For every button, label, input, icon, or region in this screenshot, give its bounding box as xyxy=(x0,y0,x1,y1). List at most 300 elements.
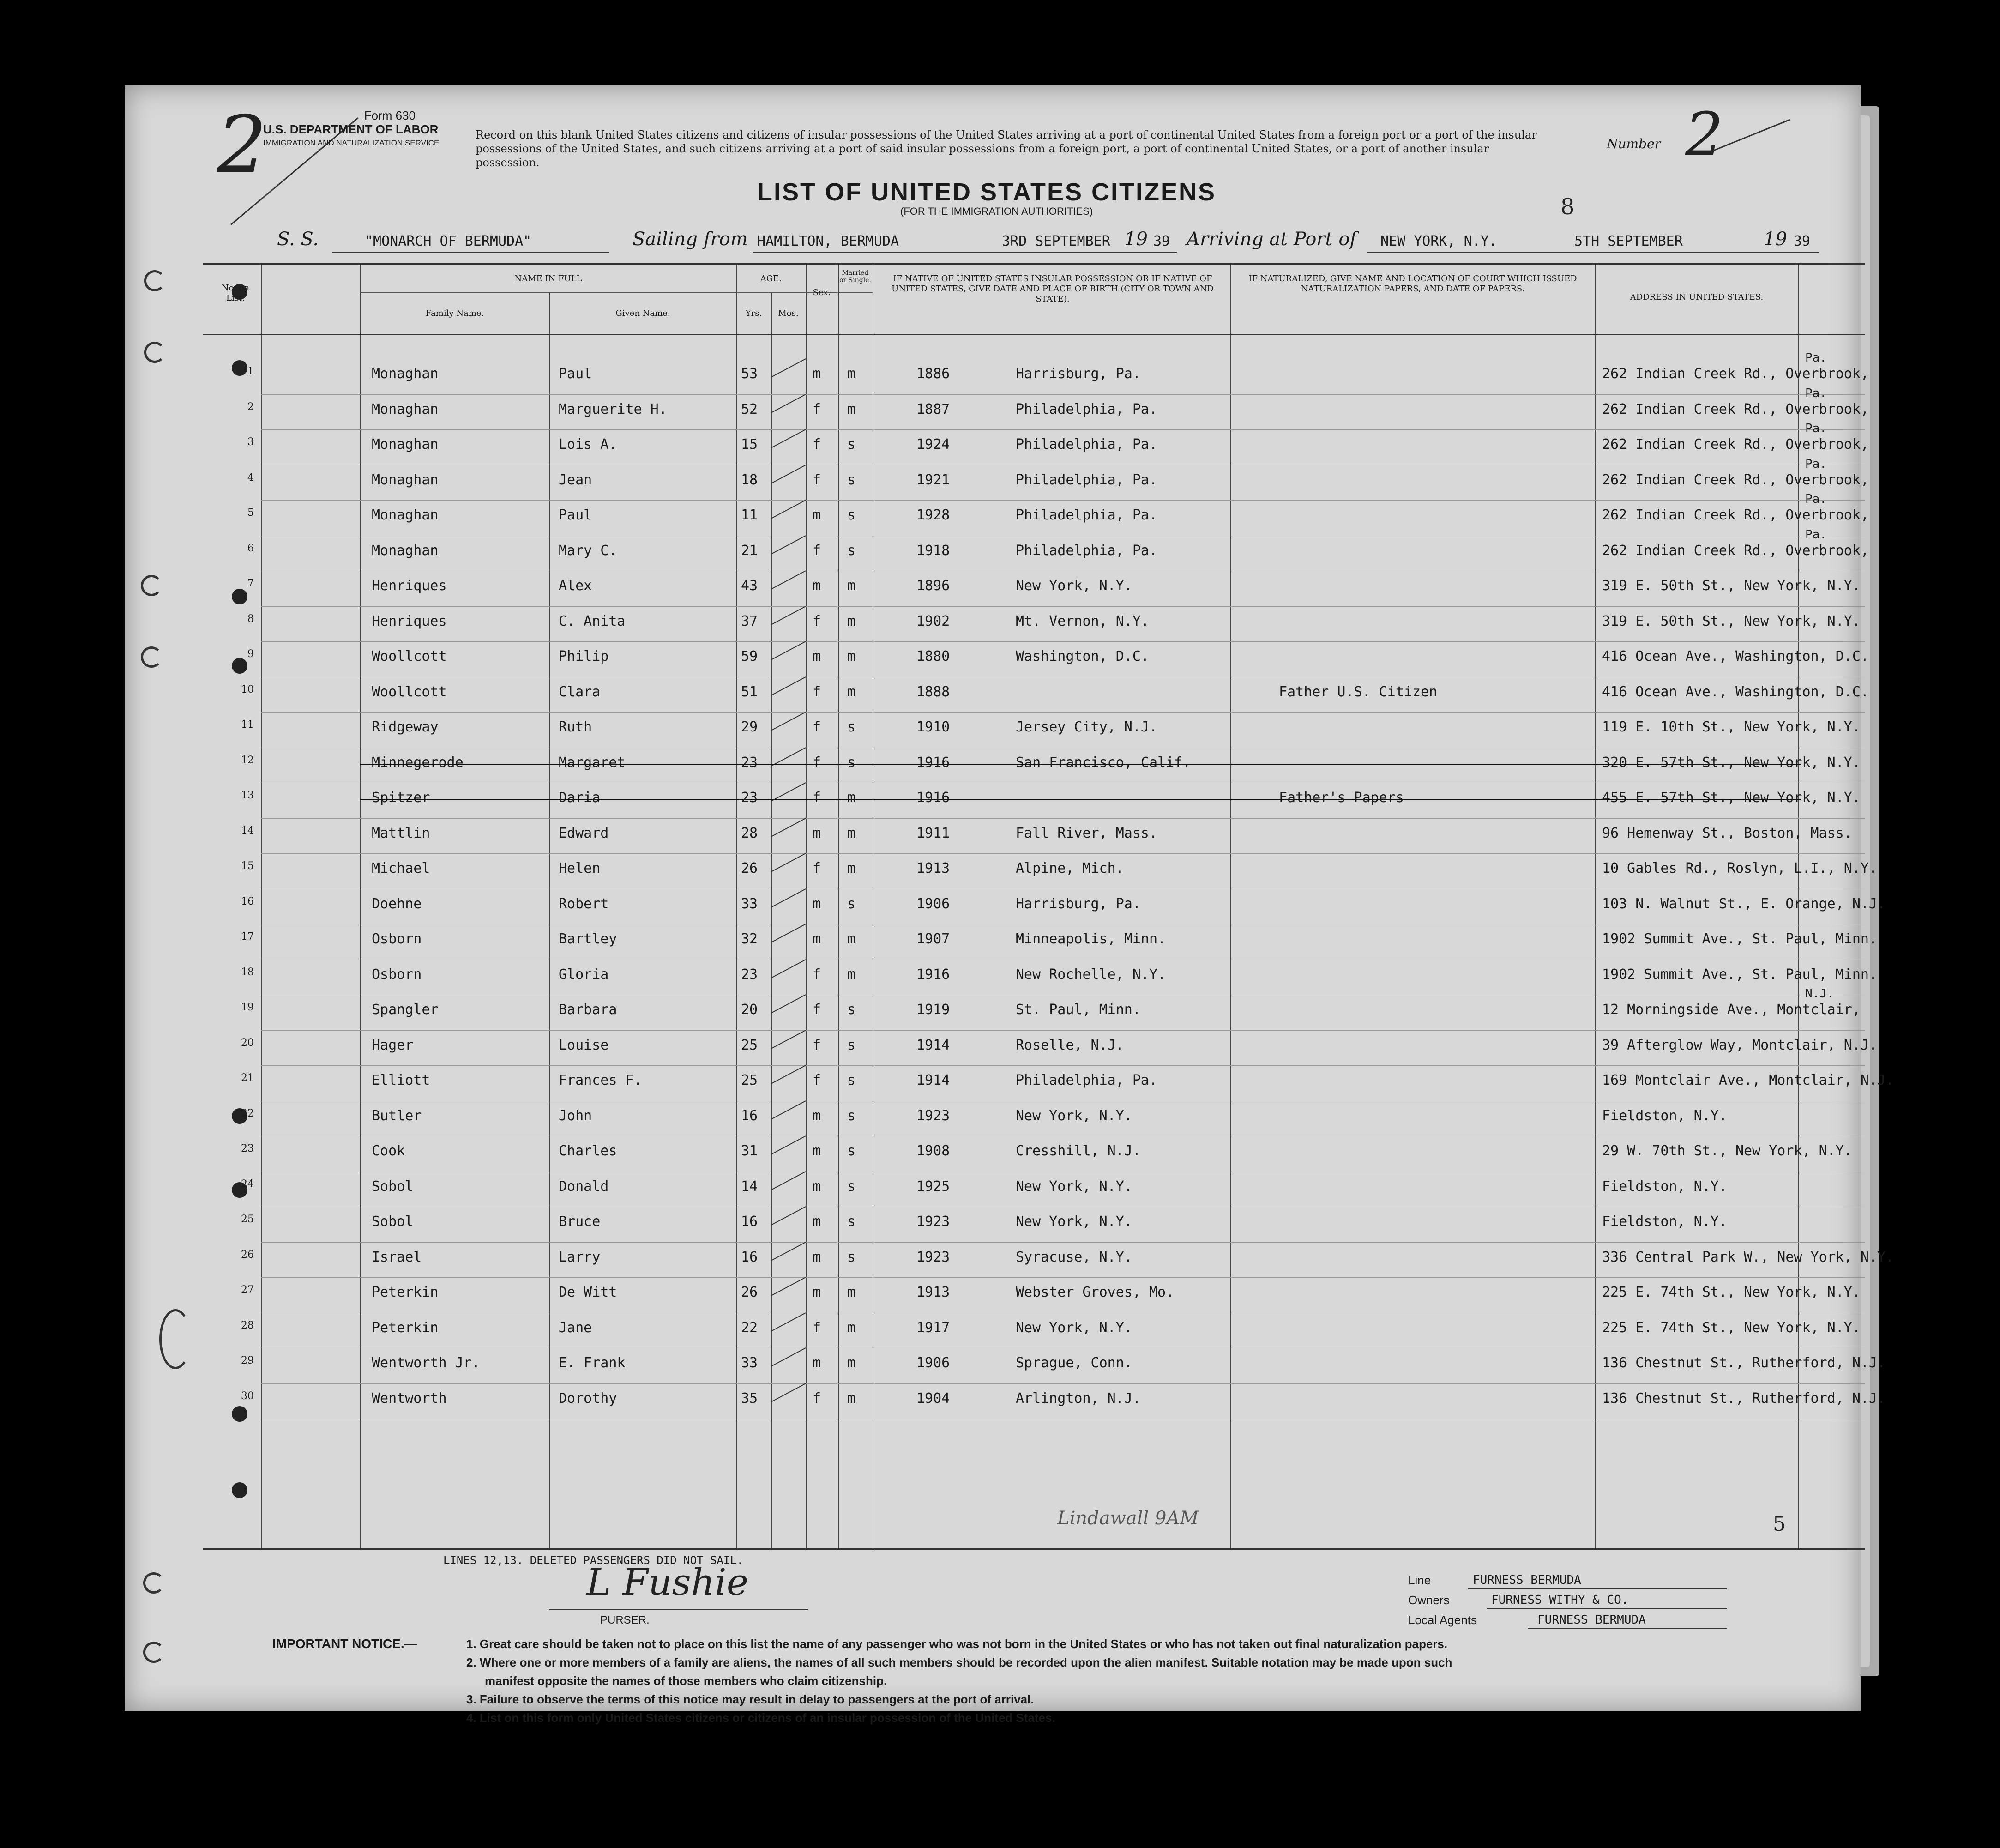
cell-age: 22 xyxy=(741,1319,758,1336)
cell-sex: m xyxy=(813,1107,821,1124)
cell-sex: m xyxy=(813,578,821,594)
table-row xyxy=(203,1136,1865,1172)
ring-hook-icon xyxy=(144,342,165,363)
cell-age: 20 xyxy=(741,1002,758,1018)
check-mark-icon xyxy=(771,1030,806,1049)
manifest-table xyxy=(203,263,1894,1550)
cell-addr-continued: Pa. xyxy=(1805,422,1827,435)
cell-place: Cresshill, N.J. xyxy=(1016,1143,1141,1159)
cell-year: 1888 xyxy=(916,683,950,700)
cell-sex: f xyxy=(813,1390,821,1407)
cell-no: 3 xyxy=(247,436,254,448)
cell-year: 1906 xyxy=(916,1355,950,1371)
cell-ms: s xyxy=(847,1143,856,1159)
cell-no: 17 xyxy=(241,931,254,942)
table-row xyxy=(203,677,1869,713)
table-row xyxy=(203,819,1865,854)
strike-through-line xyxy=(360,799,1801,800)
cell-no: 20 xyxy=(241,1037,254,1049)
check-mark-icon xyxy=(771,358,806,378)
cell-family: Elliott xyxy=(372,1072,430,1088)
cell-given: Bruce xyxy=(559,1214,601,1230)
cell-given: Jean xyxy=(559,471,592,488)
cell-addr-continued: Pa. xyxy=(1805,492,1827,506)
cell-age: 31 xyxy=(741,1143,758,1159)
cell-addr: 416 Ocean Ave., Washington, D.C. xyxy=(1602,648,1869,664)
cell-addr: 136 Chestnut St., Rutherford, N.J. xyxy=(1602,1355,1886,1371)
cell-place: Mt. Vernon, N.Y. xyxy=(1016,613,1149,629)
table-row xyxy=(203,783,1865,819)
cell-given: Bartley xyxy=(559,931,617,947)
col-header-sex: Sex. xyxy=(813,288,831,297)
cell-ms: m xyxy=(847,648,856,664)
cell-addr: 262 Indian Creek Rd., Overbrook, xyxy=(1602,401,1869,417)
cell-family: Monaghan xyxy=(372,542,439,559)
cell-age: 51 xyxy=(741,683,758,700)
cell-sex: f xyxy=(813,471,821,488)
cell-no: 19 xyxy=(241,1002,254,1013)
cell-year: 1911 xyxy=(916,825,950,841)
sailing-label: Sailing from xyxy=(633,229,748,250)
ship-name: "MONARCH OF BERMUDA" xyxy=(365,233,532,249)
table-row xyxy=(203,713,1865,748)
table-row xyxy=(203,527,1869,572)
ring-hook-icon xyxy=(143,1642,164,1663)
cell-ms: m xyxy=(847,366,856,382)
col-header-age: AGE. xyxy=(760,274,782,284)
cell-place: Philadelphia, Pa. xyxy=(1016,507,1158,523)
owners-label: Owners xyxy=(1408,1593,1450,1607)
cell-addr: 320 E. 57th St., New York, N.Y. xyxy=(1602,754,1861,771)
table-row xyxy=(203,1313,1865,1349)
cell-family: Sobol xyxy=(372,1214,414,1230)
cell-ms: s xyxy=(847,1249,856,1265)
col-header-yrs: Yrs. xyxy=(745,308,762,318)
agents-underline xyxy=(1528,1628,1727,1629)
cell-addr: 1902 Summit Ave., St. Paul, Minn. xyxy=(1602,966,1878,983)
table-row xyxy=(203,492,1869,536)
cell-addr: 336 Central Park W., New York, N.Y. xyxy=(1602,1249,1894,1265)
col-header-naturalized: IF NATURALIZED, GIVE NAME AND LOCATION OF COURT WHICH ISSUED NATURALIZATION PAPERS, AND DATE OF PAPERS. xyxy=(1248,274,1577,294)
service: IMMIGRATION AND NATURALIZATION SERVICE xyxy=(263,139,440,147)
check-mark-icon xyxy=(771,1135,806,1155)
page-title: LIST OF UNITED STATES CITIZENS xyxy=(757,178,1216,206)
cell-ms: s xyxy=(847,471,856,488)
cell-ms: m xyxy=(847,966,856,983)
pencil-note: Lindawall 9AM xyxy=(1057,1508,1199,1529)
cell-sex: f xyxy=(813,613,821,629)
cell-place: Philadelphia, Pa. xyxy=(1016,542,1158,559)
cell-given: Frances F. xyxy=(559,1072,642,1088)
cell-place: New York, N.Y. xyxy=(1016,1178,1133,1195)
check-mark-icon xyxy=(771,394,806,413)
cell-place: Arlington, N.J. xyxy=(1016,1390,1141,1407)
cell-no: 5 xyxy=(247,507,254,519)
table-row xyxy=(203,457,1869,501)
cell-addr: 319 E. 50th St., New York, N.Y. xyxy=(1602,578,1861,594)
cell-addr: Fieldston, N.Y. xyxy=(1602,1107,1727,1124)
cell-age: 37 xyxy=(741,613,758,629)
cell-sex: f xyxy=(813,436,821,453)
cell-addr: 103 N. Walnut St., E. Orange, N.J. xyxy=(1602,895,1886,912)
cell-family: Monaghan xyxy=(372,401,439,417)
cell-addr: 1902 Summit Ave., St. Paul, Minn. xyxy=(1602,931,1878,947)
ring-hook-icon xyxy=(141,646,162,668)
cell-no: 15 xyxy=(241,860,254,872)
cell-age: 23 xyxy=(741,966,758,983)
cell-no: 27 xyxy=(241,1284,254,1296)
ss-label: S. S. xyxy=(277,229,319,250)
form-number: Form 630 xyxy=(364,109,416,122)
check-mark-icon xyxy=(771,712,806,731)
cell-age: 53 xyxy=(741,366,758,382)
col-header-given-name: Given Name. xyxy=(615,308,670,318)
page-mark: 8 xyxy=(1560,194,1575,220)
check-mark-icon xyxy=(771,500,806,519)
cell-family: Woollcott xyxy=(372,683,447,700)
arriving-year: 39 xyxy=(1794,233,1811,249)
cell-sex: f xyxy=(813,1037,821,1053)
table-row xyxy=(203,1384,1886,1419)
cell-sex: f xyxy=(813,966,821,983)
cell-place: New York, N.Y. xyxy=(1016,578,1133,594)
cell-no: 13 xyxy=(241,790,254,801)
cell-given: Donald xyxy=(559,1178,609,1195)
number-slash-mark xyxy=(1712,119,1790,151)
cell-ms: m xyxy=(847,790,856,806)
arriving-underline xyxy=(1367,252,1819,253)
cell-addr: 119 E. 10th St., New York, N.Y. xyxy=(1602,719,1861,735)
cell-family: Osborn xyxy=(372,931,422,947)
cell-place: New York, N.Y. xyxy=(1016,1214,1133,1230)
ship-underline xyxy=(332,252,609,253)
check-mark-icon xyxy=(771,1065,806,1084)
cell-place: New Rochelle, N.Y. xyxy=(1016,966,1166,983)
header-rule xyxy=(360,292,873,293)
cell-sex: m xyxy=(813,366,821,382)
cell-family: Minnegerode xyxy=(372,754,464,771)
cell-ms: m xyxy=(847,613,856,629)
table-row xyxy=(203,1348,1886,1384)
cell-no: 4 xyxy=(247,471,254,483)
cell-addr: 29 W. 70th St., New York, N.Y. xyxy=(1602,1143,1852,1159)
cell-year: 1916 xyxy=(916,754,950,771)
cell-sex: f xyxy=(813,1072,821,1088)
manifest-page xyxy=(125,85,1894,1725)
cell-no: 7 xyxy=(247,578,254,589)
cell-family: Monaghan xyxy=(372,507,439,523)
cell-year: 1908 xyxy=(916,1143,950,1159)
arriving-year-prefix: 19 xyxy=(1764,229,1787,250)
cell-year: 1923 xyxy=(916,1107,950,1124)
cell-addr: Fieldston, N.Y. xyxy=(1602,1214,1727,1230)
table-row xyxy=(203,607,1865,642)
cell-age: 25 xyxy=(741,1072,758,1088)
department: U.S. DEPARTMENT OF LABOR xyxy=(263,122,439,136)
cell-given: Margaret xyxy=(559,754,626,771)
table-row xyxy=(203,1172,1865,1208)
cell-addr: 262 Indian Creek Rd., Overbrook, xyxy=(1602,366,1869,382)
cell-sex: m xyxy=(813,507,821,523)
cell-given: Paul xyxy=(559,507,592,523)
cell-addr: 262 Indian Creek Rd., Overbrook, xyxy=(1602,471,1869,488)
cell-place: New York, N.Y. xyxy=(1016,1107,1133,1124)
col-header-no: No. on List. xyxy=(221,283,250,303)
cell-addr-continued: Pa. xyxy=(1805,351,1827,365)
cell-year: 1921 xyxy=(916,471,950,488)
cell-given: E. Frank xyxy=(559,1355,626,1371)
check-mark-icon xyxy=(771,429,806,448)
cell-ms: m xyxy=(847,401,856,417)
cell-family: Henriques xyxy=(372,613,447,629)
cell-ms: s xyxy=(847,1214,856,1230)
cell-sex: f xyxy=(813,1002,821,1018)
cell-ms: s xyxy=(847,895,856,912)
cell-place: Roselle, N.J. xyxy=(1016,1037,1124,1053)
cell-sex: m xyxy=(813,931,821,947)
cell-family: Hager xyxy=(372,1037,414,1053)
cell-given: Clara xyxy=(559,683,601,700)
notice-2b: manifest opposite the names of those members who claim citizenship. xyxy=(485,1674,887,1688)
table-row xyxy=(203,854,1878,889)
cell-addr: 225 E. 74th St., New York, N.Y. xyxy=(1602,1319,1861,1336)
cell-no: 16 xyxy=(241,895,254,907)
cell-addr: 10 Gables Rd., Roslyn, L.I., N.Y. xyxy=(1602,860,1878,876)
cell-ms: s xyxy=(847,436,856,453)
table-row xyxy=(203,1031,1878,1066)
cell-given: Lois A. xyxy=(559,436,617,453)
cell-given: Mary C. xyxy=(559,542,617,559)
cell-age: 32 xyxy=(741,931,758,947)
cell-ms: s xyxy=(847,1002,856,1018)
cell-year: 1917 xyxy=(916,1319,950,1336)
sailing-year-prefix: 19 xyxy=(1124,229,1148,250)
cell-sex: f xyxy=(813,860,821,876)
check-mark-icon xyxy=(771,570,806,590)
ring-hook-icon xyxy=(159,1309,192,1369)
cell-addr: 169 Montclair Ave., Montclair, N.J. xyxy=(1602,1072,1894,1088)
cell-age: 52 xyxy=(741,401,758,417)
table-row xyxy=(203,422,1869,465)
cell-family: Spitzer xyxy=(372,790,430,806)
check-mark-icon xyxy=(771,1171,806,1190)
cell-nat: Father U.S. Citizen xyxy=(1279,683,1438,700)
purser-label: PURSER. xyxy=(600,1614,650,1626)
cell-place: Harrisburg, Pa. xyxy=(1016,895,1141,912)
cell-no: 23 xyxy=(241,1143,254,1154)
cell-addr: 319 E. 50th St., New York, N.Y. xyxy=(1602,613,1861,629)
cell-sex: m xyxy=(813,1214,821,1230)
cell-year: 1902 xyxy=(916,613,950,629)
cell-sex: m xyxy=(813,1355,821,1371)
cell-age: 28 xyxy=(741,825,758,841)
cell-given: Ruth xyxy=(559,719,592,735)
cell-family: Ridgeway xyxy=(372,719,439,735)
check-mark-icon xyxy=(771,994,806,1014)
cell-addr-continued: Pa. xyxy=(1805,457,1827,471)
cell-family: Wentworth xyxy=(372,1390,447,1407)
cell-given: De Witt xyxy=(559,1284,617,1300)
cell-addr: 96 Hemenway St., Boston, Mass. xyxy=(1602,825,1852,841)
notice-1: 1. Great care should be taken not to place on this list the name of any passenger who was not born in the United States or who has not taken out final naturalization papers. xyxy=(466,1637,1448,1651)
cell-age: 16 xyxy=(741,1107,758,1124)
table-row xyxy=(203,748,1865,784)
cell-no: 28 xyxy=(241,1319,254,1331)
ring-hook-icon xyxy=(143,1572,164,1594)
cell-no: 11 xyxy=(241,719,254,731)
cell-addr: 136 Chestnut St., Rutherford, N.J. xyxy=(1602,1390,1886,1407)
cell-addr: 262 Indian Creek Rd., Overbrook, xyxy=(1602,507,1869,523)
table-row xyxy=(203,1101,1865,1137)
check-mark-icon xyxy=(771,1312,806,1332)
cell-given: Dorothy xyxy=(559,1390,617,1407)
cell-addr: 262 Indian Creek Rd., Overbrook, xyxy=(1602,542,1869,559)
cell-age: 33 xyxy=(741,895,758,912)
cell-nat: Father's Papers xyxy=(1279,790,1404,806)
intro-text: Record on this blank United States citizens and citizens of insular possessions of the United States arriving at a port of continental United States from a foreign port or a port of the insular possessions of the United States, and such citizens arriving at a port of said insular possessions from a foreign port, a port of continental United States, or a port of another insular possession. xyxy=(476,128,1537,169)
cell-year: 1904 xyxy=(916,1390,950,1407)
cell-place: New York, N.Y. xyxy=(1016,1319,1133,1336)
cell-age: 18 xyxy=(741,471,758,488)
owners-underline xyxy=(1487,1608,1727,1609)
cell-no: 2 xyxy=(247,401,254,413)
check-mark-icon xyxy=(771,1277,806,1296)
cell-year: 1924 xyxy=(916,436,950,453)
cell-family: Michael xyxy=(372,860,430,876)
cell-addr-continued: N.J. xyxy=(1805,987,1834,1001)
check-mark-icon xyxy=(771,641,806,660)
table-row xyxy=(203,960,1878,996)
cell-given: Robert xyxy=(559,895,609,912)
col-header-family-name: Family Name. xyxy=(425,308,484,318)
cell-family: Monaghan xyxy=(372,436,439,453)
arriving-port: NEW YORK, N.Y. xyxy=(1380,233,1497,249)
cell-ms: m xyxy=(847,1319,856,1336)
line-underline xyxy=(1468,1588,1727,1589)
cell-no: 9 xyxy=(247,648,254,660)
cell-addr: 225 E. 74th St., New York, N.Y. xyxy=(1602,1284,1861,1300)
cell-family: Henriques xyxy=(372,578,447,594)
cell-no: 24 xyxy=(241,1178,254,1190)
cell-year: 1928 xyxy=(916,507,950,523)
agents-label: Local Agents xyxy=(1408,1613,1477,1627)
cell-given: Jane xyxy=(559,1319,592,1336)
check-mark-icon xyxy=(771,1347,806,1367)
arriving-label: Arriving at Port of xyxy=(1187,229,1357,250)
table-row xyxy=(203,1066,1894,1101)
cell-year: 1880 xyxy=(916,648,950,664)
cell-given: C. Anita xyxy=(559,613,626,629)
cell-year: 1914 xyxy=(916,1072,950,1088)
check-mark-icon xyxy=(771,1206,806,1226)
check-mark-icon xyxy=(771,1242,806,1261)
cell-age: 25 xyxy=(741,1037,758,1053)
cell-place: Philadelphia, Pa. xyxy=(1016,436,1158,453)
purser-signature-line xyxy=(549,1609,808,1610)
check-mark-icon xyxy=(771,818,806,837)
cell-family: Mattlin xyxy=(372,825,430,841)
cell-ms: s xyxy=(847,754,856,771)
cell-family: Osborn xyxy=(372,966,422,983)
cell-given: Gloria xyxy=(559,966,609,983)
cell-ms: s xyxy=(847,507,856,523)
cell-family: Spangler xyxy=(372,1002,439,1018)
cell-family: Peterkin xyxy=(372,1319,439,1336)
cell-given: Edward xyxy=(559,825,609,841)
cell-no: 22 xyxy=(241,1107,254,1119)
cell-age: 14 xyxy=(741,1178,758,1195)
cell-age: 33 xyxy=(741,1355,758,1371)
cell-family: Cook xyxy=(372,1143,405,1159)
cell-addr-continued: Pa. xyxy=(1805,386,1827,400)
cell-no: 6 xyxy=(247,542,254,554)
cell-given: Charles xyxy=(559,1143,617,1159)
cell-addr: 455 E. 57th St., New York, N.Y. xyxy=(1602,790,1861,806)
cell-given: Philip xyxy=(559,648,609,664)
check-mark-icon xyxy=(771,1383,806,1402)
cell-no: 12 xyxy=(241,754,254,766)
cell-addr-continued: Pa. xyxy=(1805,527,1827,542)
cell-sex: f xyxy=(813,401,821,417)
table-row xyxy=(203,1278,1865,1313)
cell-year: 1916 xyxy=(916,966,950,983)
purser-signature: L Fushie xyxy=(586,1561,749,1604)
cell-place: Philadelphia, Pa. xyxy=(1016,471,1158,488)
table-row xyxy=(203,642,1869,677)
cell-age: 15 xyxy=(741,436,758,453)
number-label: Number xyxy=(1607,136,1661,151)
cell-ms: s xyxy=(847,1178,856,1195)
cell-family: Monaghan xyxy=(372,366,439,382)
cell-place: Alpine, Mich. xyxy=(1016,860,1124,876)
table-body xyxy=(203,334,1894,1548)
cell-age: 23 xyxy=(741,754,758,771)
cell-year: 1918 xyxy=(916,542,950,559)
cell-place: Harrisburg, Pa. xyxy=(1016,366,1141,382)
cell-age: 16 xyxy=(741,1214,758,1230)
cell-given: Paul xyxy=(559,366,592,382)
strike-through-line xyxy=(360,764,1801,765)
cell-no: 29 xyxy=(241,1355,254,1366)
check-mark-icon xyxy=(771,1100,806,1120)
cell-sex: m xyxy=(813,1143,821,1159)
sailing-date: 3RD SEPTEMBER xyxy=(1002,233,1110,249)
notice-title: IMPORTANT NOTICE.— xyxy=(272,1637,417,1651)
cell-family: Wentworth Jr. xyxy=(372,1355,480,1371)
cell-given: Louise xyxy=(559,1037,609,1053)
form-id-block xyxy=(263,109,440,150)
cell-place: Jersey City, N.J. xyxy=(1016,719,1158,735)
sailing-year: 39 xyxy=(1153,233,1170,249)
cell-year: 1910 xyxy=(916,719,950,735)
cell-ms: s xyxy=(847,1107,856,1124)
cell-year: 1907 xyxy=(916,931,950,947)
sailing-from: HAMILTON, BERMUDA xyxy=(757,233,899,249)
cell-family: Doehne xyxy=(372,895,422,912)
cell-ms: s xyxy=(847,1072,856,1088)
cell-given: Alex xyxy=(559,578,592,594)
cell-age: 43 xyxy=(741,578,758,594)
col-header-mos: Mos. xyxy=(778,308,799,318)
cell-place: Syracuse, N.Y. xyxy=(1016,1249,1133,1265)
cell-sex: f xyxy=(813,790,821,806)
cell-ms: m xyxy=(847,683,856,700)
cell-addr: 39 Afterglow Way, Montclair, N.J. xyxy=(1602,1037,1878,1053)
arriving-date: 5TH SEPTEMBER xyxy=(1574,233,1683,249)
cell-year: 1919 xyxy=(916,1002,950,1018)
notice-3: 3. Failure to observe the terms of this notice may result in delay to passengers at the port of arrival. xyxy=(466,1692,1034,1706)
cell-ms: s xyxy=(847,542,856,559)
